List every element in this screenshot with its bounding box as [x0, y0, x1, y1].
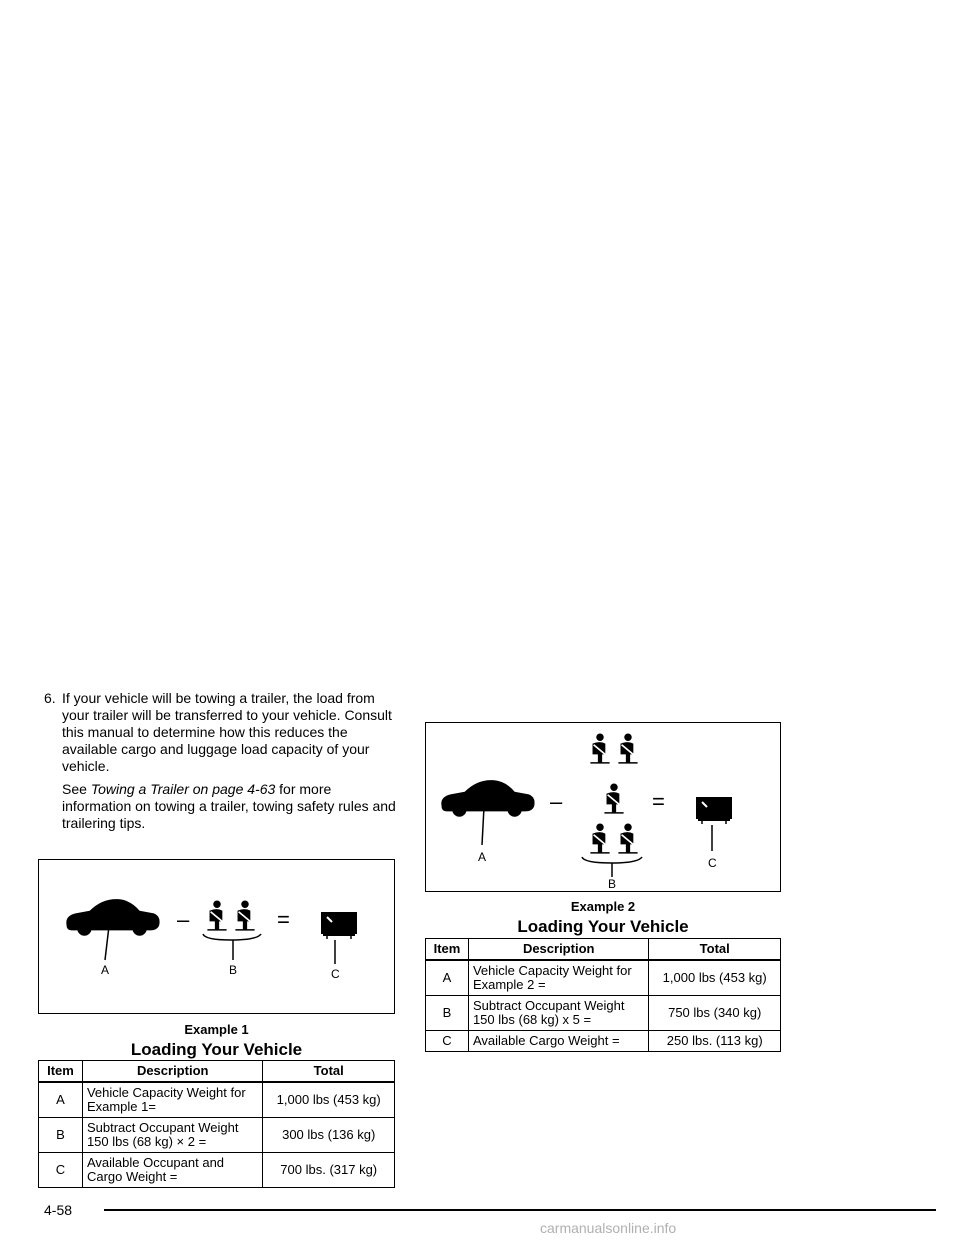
cell-description: Available Occupant and Cargo Weight =: [82, 1153, 262, 1188]
header-description: Description: [82, 1061, 262, 1083]
seat-belt-icon: [618, 734, 637, 763]
step-paragraph: If your vehicle will be towing a trailer, the load from your trailer will be transferred to your vehicle. Consult this manual to determine how this reduces the available cargo and luggage load capacity of your vehicle.: [62, 690, 392, 774]
header-total: Total: [263, 1061, 395, 1083]
label-b: B: [608, 877, 617, 890]
header-description: Description: [468, 939, 648, 961]
example-1-figure: [38, 859, 395, 1014]
seat-belt-icon: [207, 901, 226, 930]
minus-sign: –: [550, 789, 563, 814]
cell-item: C: [426, 1031, 469, 1052]
watermark: carmanualsonline.info: [540, 1220, 677, 1236]
step-number: 6.: [44, 690, 56, 706]
header-item: Item: [39, 1061, 83, 1083]
seat-belt-icon: [235, 901, 254, 930]
cargo-icon: [696, 797, 732, 824]
cell-total: 300 lbs (136 kg): [263, 1118, 395, 1153]
cell-item: A: [39, 1082, 83, 1118]
cell-description: Vehicle Capacity Weight for Example 2 =: [468, 960, 648, 996]
see-suffix: for more information on towing a trailer, towing safety rules and trailering tips.: [62, 781, 396, 831]
minus-sign: –: [177, 907, 190, 932]
example-1-illustration: [39, 860, 393, 1012]
example-1-caption: Example 1: [184, 1022, 249, 1037]
cell-item: B: [39, 1118, 83, 1153]
cell-description: Subtract Occupant Weight 150 lbs (68 kg) x 5 =: [468, 996, 648, 1031]
cell-total: 250 lbs. (113 kg): [649, 1031, 781, 1052]
vehicle-icon: [441, 780, 534, 817]
footer-rule: [104, 1209, 936, 1211]
example-2-caption: Example 2: [570, 899, 636, 914]
label-a: A: [101, 963, 110, 977]
example-2-illustration: [426, 723, 779, 890]
label-b: B: [229, 963, 238, 977]
table-row: [426, 1031, 781, 1052]
example-1-table: [38, 1060, 395, 1188]
table-row: [39, 1153, 395, 1188]
cell-total: 1,000 lbs (453 kg): [649, 960, 781, 996]
see-also-paragraph: [62, 781, 404, 832]
cell-total: 700 lbs. (317 kg): [263, 1153, 395, 1188]
table-header-row: [39, 1061, 395, 1083]
example-2-figure: [425, 722, 781, 892]
cell-description: Subtract Occupant Weight 150 lbs (68 kg) × 2 =: [82, 1118, 262, 1153]
seat-belt-icon: [618, 824, 637, 853]
table-row: [39, 1082, 395, 1118]
cell-total: 750 lbs (340 kg): [649, 996, 781, 1031]
seat-belt-icon: [604, 784, 623, 813]
see-prefix: See: [62, 781, 87, 797]
cell-description: Available Cargo Weight =: [468, 1031, 648, 1052]
table-row: [426, 996, 781, 1031]
instruction-step: [44, 690, 404, 838]
label-c: C: [708, 856, 717, 870]
example-2-table-title: Loading Your Vehicle: [517, 917, 689, 936]
table-row: [426, 960, 781, 996]
cell-description: Vehicle Capacity Weight for Example 1=: [82, 1082, 262, 1118]
page-number: 4-58: [44, 1202, 73, 1218]
equals-sign: =: [277, 907, 290, 932]
example-2-table: [425, 938, 781, 1052]
cell-item: B: [426, 996, 469, 1031]
label-a: A: [478, 850, 487, 864]
see-reference-link[interactable]: Towing a Trailer on page 4-63: [90, 781, 276, 797]
header-item: Item: [426, 939, 469, 961]
vehicle-icon: [66, 899, 159, 936]
example-1-table-title: Loading Your Vehicle: [130, 1040, 303, 1059]
cell-total: 1,000 lbs (453 kg): [263, 1082, 395, 1118]
seat-belt-icon: [590, 824, 609, 853]
label-c: C: [331, 967, 340, 981]
cell-item: C: [39, 1153, 83, 1188]
header-total: Total: [649, 939, 781, 961]
seat-belt-icon: [590, 734, 609, 763]
table-header-row: [426, 939, 781, 961]
cargo-icon: [321, 912, 357, 939]
table-row: [39, 1118, 395, 1153]
equals-sign: =: [652, 789, 665, 814]
cell-item: A: [426, 960, 469, 996]
